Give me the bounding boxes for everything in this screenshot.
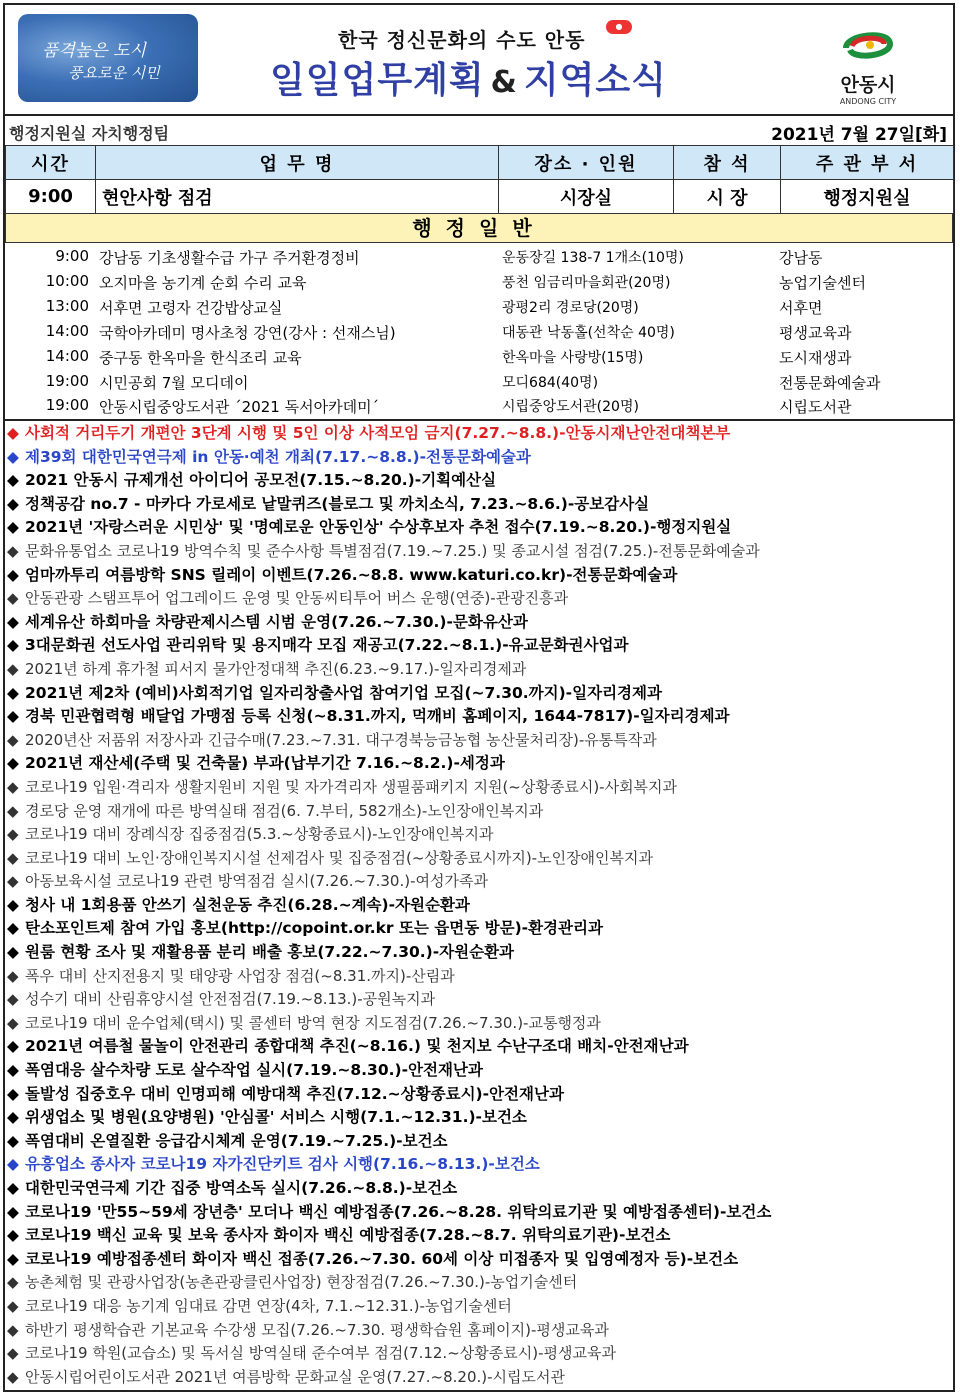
notice-text: 안동관광 스탬프투어 업그레이드 운영 및 안동씨티투어 버스 운행(연중)-관광진흥과 bbox=[25, 589, 569, 608]
notice-text: 코로나19 '만55~59세 장년층' 모더나 백신 예방접종(7.26.~8.28. 위탁의료기관 및 예방접종센터)-보건소 bbox=[25, 1202, 772, 1221]
notice-text: 폭염대응 살수차량 도로 살수작업 실시(7.19.~8.30.)-안전재난과 bbox=[25, 1061, 483, 1080]
logo-name: 안동시 bbox=[840, 74, 896, 96]
diamond-bullet-icon: ◆ bbox=[7, 1013, 19, 1032]
diamond-bullet-icon: ◆ bbox=[7, 1344, 19, 1363]
diamond-bullet-icon: ◆ bbox=[7, 518, 19, 537]
diamond-bullet-icon: ◆ bbox=[7, 1131, 19, 1150]
event-place: 대동관 낙동홀(선착순 40명) bbox=[502, 324, 675, 341]
section-title: 행정일반 bbox=[5, 214, 953, 243]
notice-text: 3대문화권 선도사업 관리위탁 및 용지매각 모집 재공고(7.22.~8.1.)-유교문화권사업과 bbox=[25, 636, 629, 655]
info-row bbox=[5, 114, 953, 146]
notice-text: 2021년 제2차 (예비)사회적기업 일자리창출사업 참여기업 모집(~7.30.까지)-일자리경제과 bbox=[25, 683, 662, 702]
event-time: 14:00 bbox=[45, 346, 89, 365]
event-row bbox=[5, 344, 953, 369]
event-place: 풍천 임금리마을회관(20명) bbox=[502, 274, 671, 291]
notice-item bbox=[5, 1035, 953, 1059]
notice-text: 안동시립어린이도서관 2021년 여름방학 문화교실 운영(7.27.~8.20.)-시립도서관 bbox=[25, 1367, 566, 1386]
notice-item bbox=[5, 729, 953, 753]
city-logo bbox=[808, 26, 928, 106]
notice-item bbox=[5, 800, 953, 824]
diamond-bullet-icon: ◆ bbox=[7, 943, 19, 962]
schedule-dept: 행정지원실 bbox=[781, 180, 954, 214]
notice-item bbox=[5, 469, 953, 493]
notice-item bbox=[5, 682, 953, 706]
notice-item bbox=[5, 1130, 953, 1154]
diamond-bullet-icon: ◆ bbox=[7, 919, 19, 938]
notice-item bbox=[5, 587, 953, 611]
notice-item bbox=[5, 965, 953, 989]
diamond-bullet-icon: ◆ bbox=[7, 1249, 19, 1268]
notice-text: 코로나19 입원·격리자 생활지원비 지원 및 자가격리자 생필품패키지 지원(~상황종료시)-사회복지과 bbox=[25, 777, 678, 796]
schedule-time: 9:00 bbox=[6, 180, 96, 214]
notice-text: 원룸 현황 조사 및 재활용품 분리 배출 홍보(7.22.~7.30.)-자원순환과 bbox=[25, 943, 515, 962]
notice-text: 경로당 운영 재개에 따른 방역실태 점검(6. 7.부터, 582개소)-노인장애인복지과 bbox=[25, 801, 544, 820]
schedule-table bbox=[5, 145, 954, 214]
notice-text: 2021 안동시 규제개선 아이디어 공모전(7.15.~8.20.)-기획예산실 bbox=[25, 471, 497, 490]
logo-sub: ANDONG CITY bbox=[839, 97, 897, 106]
city-emblem-icon bbox=[840, 26, 896, 64]
event-name: 국학아카데미 명사초청 강연(강사 : 선재스님) bbox=[99, 323, 396, 342]
notice-text: 돌발성 집중호우 대비 인명피해 예방대책 추진(7.12.~상황종료시)-안전재난과 bbox=[25, 1084, 564, 1103]
diamond-bullet-icon: ◆ bbox=[7, 1367, 19, 1386]
event-name: 오지마을 농기계 순회 수리 교육 bbox=[99, 273, 307, 292]
notice-text: 정책공감 no.7 - 마카다 가로세로 낱말퀴즈(블로그 및 까치소식, 7.23.~8.6.)-공보감사실 bbox=[25, 494, 650, 513]
notice-text: 성수기 대비 산림휴양시설 안전점검(7.19.~8.13.)-공원녹지과 bbox=[25, 990, 436, 1009]
diamond-bullet-icon: ◆ bbox=[7, 1273, 19, 1292]
notice-item bbox=[5, 1224, 953, 1248]
notice-item bbox=[5, 516, 953, 540]
notice-text: 농촌체험 및 관광사업장(농촌관광클린사업장) 현장점검(7.26.~7.30.)-농업기술센터 bbox=[25, 1273, 578, 1292]
header-banner bbox=[8, 8, 952, 108]
event-place: 모디684(40명) bbox=[502, 374, 599, 391]
event-row bbox=[5, 269, 953, 294]
event-name: 중구동 한옥마을 한식조리 교육 bbox=[99, 348, 302, 367]
notice-text: 코로나19 백신 교육 및 보육 종사자 화이자 백신 예방접종(7.28.~8.7. 위탁의료기관)-보건소 bbox=[25, 1226, 671, 1245]
event-place: 한옥마을 사랑방(15명) bbox=[502, 349, 644, 366]
soul-mark-icon: ● bbox=[606, 20, 632, 34]
slogan-line2: 풍요로운 시민 bbox=[68, 64, 160, 82]
notice-text: 코로나19 학원(교습소) 및 독서실 방역실태 준수여부 점검(7.12.~상황종료시)-평생교육과 bbox=[25, 1344, 616, 1363]
schedule-attendee: 시 장 bbox=[674, 180, 781, 214]
notice-item bbox=[5, 1342, 953, 1366]
diamond-bullet-icon: ◆ bbox=[7, 801, 19, 820]
diamond-bullet-icon: ◆ bbox=[7, 1226, 19, 1245]
notice-item bbox=[5, 1106, 953, 1130]
notice-item bbox=[5, 422, 953, 446]
notice-item bbox=[5, 1295, 953, 1319]
notice-text: 2021년 재산세(주택 및 건축물) 부과(납부기간 7.16.~8.2.)-세정과 bbox=[25, 754, 505, 773]
notice-text: 대한민국연극제 기간 집중 방역소독 실시(7.26.~8.8.)-보건소 bbox=[25, 1179, 458, 1197]
diamond-bullet-icon: ◆ bbox=[7, 1179, 19, 1197]
notice-text: 폭염대비 온열질환 응급감시체계 운영(7.19.~7.25.)-보건소 bbox=[25, 1131, 448, 1150]
slogan-line1: 품격높은 도시 bbox=[42, 41, 146, 61]
diamond-bullet-icon: ◆ bbox=[7, 754, 19, 773]
col-task: 업 무 명 bbox=[96, 146, 499, 180]
notice-text: 청사 내 1회용품 안쓰기 실천운동 추진(6.28.~계속)-자원순환과 bbox=[25, 895, 470, 914]
diamond-bullet-icon: ◆ bbox=[7, 424, 19, 442]
notice-item bbox=[5, 823, 953, 847]
title-amp: & bbox=[490, 65, 518, 100]
team-name: 행정지원실 자치행정팀 bbox=[9, 124, 170, 143]
diamond-bullet-icon: ◆ bbox=[7, 494, 19, 513]
diamond-bullet-icon: ◆ bbox=[7, 848, 19, 867]
notice-item bbox=[5, 1083, 953, 1107]
col-attendee: 참 석 bbox=[674, 146, 781, 180]
event-name: 서후면 고령자 건강밥상교실 bbox=[99, 298, 283, 317]
notice-text: 2021년 여름철 물놀이 안전관리 종합대책 추진(~8.16.) 및 천지보 수난구조대 배치-안전재난과 bbox=[25, 1037, 689, 1056]
notice-item bbox=[5, 917, 953, 941]
notice-text: 코로나19 예방접종센터 화이자 백신 접종(7.26.~7.30. 60세 이상 미접종자 및 입영예정자 등)-보건소 bbox=[25, 1249, 739, 1268]
notice-text: 문화유통업소 코로나19 방역수칙 및 준수사항 특별점검(7.19.~7.25.) 및 종교시설 점검(7.25.)-전통문화예술과 bbox=[25, 541, 760, 560]
event-name: 안동시립중앙도서관 ´2021 독서아카데미´ bbox=[99, 398, 380, 417]
diamond-bullet-icon: ◆ bbox=[7, 1108, 19, 1127]
diamond-bullet-icon: ◆ bbox=[7, 565, 19, 584]
notice-text: 코로나19 대비 장례식장 집중점검(5.3.~상황종료시)-노인장애인복지과 bbox=[25, 825, 494, 844]
notice-item bbox=[5, 1366, 953, 1390]
schedule-task: 현안사항 점검 bbox=[96, 180, 499, 214]
notice-item bbox=[5, 776, 953, 800]
notice-item bbox=[5, 1177, 953, 1201]
notice-text: 코로나19 대비 노인·장애인복지시설 선제검사 및 집중점검(~상황종료시까지)-노인장애인복지과 bbox=[25, 848, 654, 867]
report-date: 2021년 7월 27일[화] bbox=[771, 125, 947, 145]
notice-item bbox=[5, 870, 953, 894]
diamond-bullet-icon: ◆ bbox=[7, 966, 19, 985]
diamond-bullet-icon: ◆ bbox=[7, 1320, 19, 1339]
notice-text: 아동보육시설 코로나19 관련 방역점검 실시(7.26.~7.30.)-여성가족과 bbox=[25, 872, 488, 891]
title-part2: 지역소식 bbox=[523, 60, 667, 101]
diamond-bullet-icon: ◆ bbox=[7, 471, 19, 490]
diamond-bullet-icon: ◆ bbox=[7, 1155, 19, 1174]
notices-list bbox=[5, 422, 953, 1389]
event-time: 9:00 bbox=[55, 247, 89, 265]
event-time: 13:00 bbox=[45, 296, 89, 315]
notice-text: 코로나19 대응 농기계 임대료 감면 연장(4차, 7.1.~12.31.)-농업기술센터 bbox=[25, 1296, 512, 1315]
notice-text: 탄소포인트제 참여 가입 홍보(http://copoint.or.kr 또는 읍면동 방문)-환경관리과 bbox=[25, 919, 603, 938]
event-dept: 시립도서관 bbox=[779, 398, 852, 417]
notice-text: 2021년 '자랑스러운 시민상' 및 '명예로운 안동인상' 수상후보자 추천 접수(7.19.~8.20.)-행정지원실 bbox=[25, 518, 732, 537]
col-place: 장소 · 인원 bbox=[499, 146, 674, 180]
notice-item bbox=[5, 446, 953, 470]
notice-text: 하반기 평생학습관 기본교육 수강생 모집(7.26.~7.30. 평생학습원 홈페이지)-평생교육과 bbox=[25, 1320, 609, 1339]
notice-item bbox=[5, 493, 953, 517]
event-name: 강남동 기초생활수급 가구 주거환경정비 bbox=[99, 249, 360, 267]
event-time: 19:00 bbox=[45, 396, 89, 415]
event-dept: 서후면 bbox=[779, 298, 823, 317]
notice-item bbox=[5, 988, 953, 1012]
notice-item bbox=[5, 894, 953, 918]
notice-text: 제39회 대한민국연극제 in 안동·예천 개최(7.17.~8.8.)-전통문화예술과 bbox=[25, 447, 531, 466]
diamond-bullet-icon: ◆ bbox=[7, 1202, 19, 1221]
event-dept: 도시재생과 bbox=[779, 348, 852, 367]
notice-item bbox=[5, 611, 953, 635]
diamond-bullet-icon: ◆ bbox=[7, 589, 19, 608]
diamond-bullet-icon: ◆ bbox=[7, 872, 19, 891]
notice-item bbox=[5, 705, 953, 729]
notice-item bbox=[5, 1271, 953, 1295]
notice-text: 2021년 하계 휴가철 피서지 물가안정대책 추진(6.23.~9.17.)-일자리경제과 bbox=[25, 659, 527, 678]
diamond-bullet-icon: ◆ bbox=[7, 1061, 19, 1080]
diamond-bullet-icon: ◆ bbox=[7, 659, 19, 678]
slogan-badge bbox=[18, 14, 198, 102]
notice-item bbox=[5, 1059, 953, 1083]
notice-item bbox=[5, 1201, 953, 1225]
notice-text: 사회적 거리두기 개편안 3단계 시행 및 5인 이상 사적모임 금지(7.27.~8.8.)-안동시재난안전대책본부 bbox=[25, 424, 731, 442]
notice-text: 유흥업소 종사자 코로나19 자가진단키트 검사 시행(7.16.~8.13.)-보건소 bbox=[25, 1155, 540, 1174]
notice-text: 엄마까투리 여름방학 SNS 릴레이 이벤트(7.26.~8.8. www.katuri.co.kr)-전통문화예술과 bbox=[25, 565, 678, 584]
diamond-bullet-icon: ◆ bbox=[7, 636, 19, 655]
notice-text: 코로나19 대비 운수업체(택시) 및 콜센터 방역 현장 지도점검(7.26.~7.30.)-교통행정과 bbox=[25, 1013, 601, 1032]
page-title bbox=[270, 52, 667, 103]
notice-item bbox=[5, 1012, 953, 1036]
event-place: 운동장길 138-7 1개소(10명) bbox=[502, 250, 684, 266]
event-row bbox=[5, 393, 953, 418]
schedule-row bbox=[6, 180, 954, 214]
diamond-bullet-icon: ◆ bbox=[7, 683, 19, 702]
notice-item bbox=[5, 1319, 953, 1343]
diamond-bullet-icon: ◆ bbox=[7, 990, 19, 1009]
col-dept: 주 관 부 서 bbox=[781, 146, 954, 180]
event-name: 시민공회 7월 모디데이 bbox=[99, 373, 249, 392]
event-time: 10:00 bbox=[45, 271, 89, 290]
event-dept: 전통문화예술과 bbox=[779, 373, 881, 392]
title-part1: 일일업무계획 bbox=[270, 60, 485, 101]
notice-item bbox=[5, 658, 953, 682]
diamond-bullet-icon: ◆ bbox=[7, 447, 19, 466]
event-place: 시립중앙도서관(20명) bbox=[502, 399, 639, 416]
event-row bbox=[5, 244, 953, 269]
events-list bbox=[5, 243, 953, 421]
diamond-bullet-icon: ◆ bbox=[7, 730, 19, 749]
notice-item bbox=[5, 1248, 953, 1272]
notice-text: 위생업소 및 병원(요양병원) '안심콜' 서비스 시행(7.1.~12.31.)-보건소 bbox=[25, 1108, 527, 1127]
event-dept: 강남동 bbox=[779, 249, 823, 267]
diamond-bullet-icon: ◆ bbox=[7, 541, 19, 560]
diamond-bullet-icon: ◆ bbox=[7, 1296, 19, 1315]
diamond-bullet-icon: ◆ bbox=[7, 1084, 19, 1103]
event-dept: 농업기술센터 bbox=[779, 273, 866, 292]
event-row bbox=[5, 319, 953, 344]
diamond-bullet-icon: ◆ bbox=[7, 825, 19, 844]
notice-item bbox=[5, 1153, 953, 1177]
diamond-bullet-icon: ◆ bbox=[7, 612, 19, 631]
notice-item bbox=[5, 752, 953, 776]
diamond-bullet-icon: ◆ bbox=[7, 777, 19, 796]
event-row bbox=[5, 294, 953, 319]
event-row bbox=[5, 369, 953, 394]
notice-item bbox=[5, 847, 953, 871]
event-time: 19:00 bbox=[45, 371, 89, 390]
notice-text: 폭우 대비 산지전용지 및 태양광 사업장 점검(~8.31.까지)-산림과 bbox=[25, 966, 455, 985]
event-time: 14:00 bbox=[45, 321, 89, 340]
event-place: 광평2리 경로당(20명) bbox=[502, 299, 639, 316]
diamond-bullet-icon: ◆ bbox=[7, 895, 19, 914]
event-dept: 평생교육과 bbox=[779, 323, 852, 342]
notice-item bbox=[5, 540, 953, 564]
notice-item bbox=[5, 634, 953, 658]
notice-text: 세계유산 하회마을 차량관제시스템 시범 운영(7.26.~7.30.)-문화유산과 bbox=[25, 612, 528, 631]
diamond-bullet-icon: ◆ bbox=[7, 1037, 19, 1056]
notice-text: 경북 민관협력형 배달업 가맹점 등록 신청(~8.31.까지, 먹깨비 홈페이지, 1644-7817)-일자리경제과 bbox=[25, 707, 730, 726]
schedule-place: 시장실 bbox=[499, 180, 674, 214]
notice-item bbox=[5, 564, 953, 588]
schedule-header-row bbox=[6, 146, 954, 180]
notice-item bbox=[5, 941, 953, 965]
diamond-bullet-icon: ◆ bbox=[7, 707, 19, 726]
notice-text: 2020년산 저품위 저장사과 긴급수매(7.23.~7.31. 대구경북능금농협 농산물처리장)-유통특작과 bbox=[25, 730, 657, 749]
header-subtitle: 한국 정신문화의 수도 안동 bbox=[338, 28, 586, 52]
col-time: 시간 bbox=[6, 146, 96, 180]
